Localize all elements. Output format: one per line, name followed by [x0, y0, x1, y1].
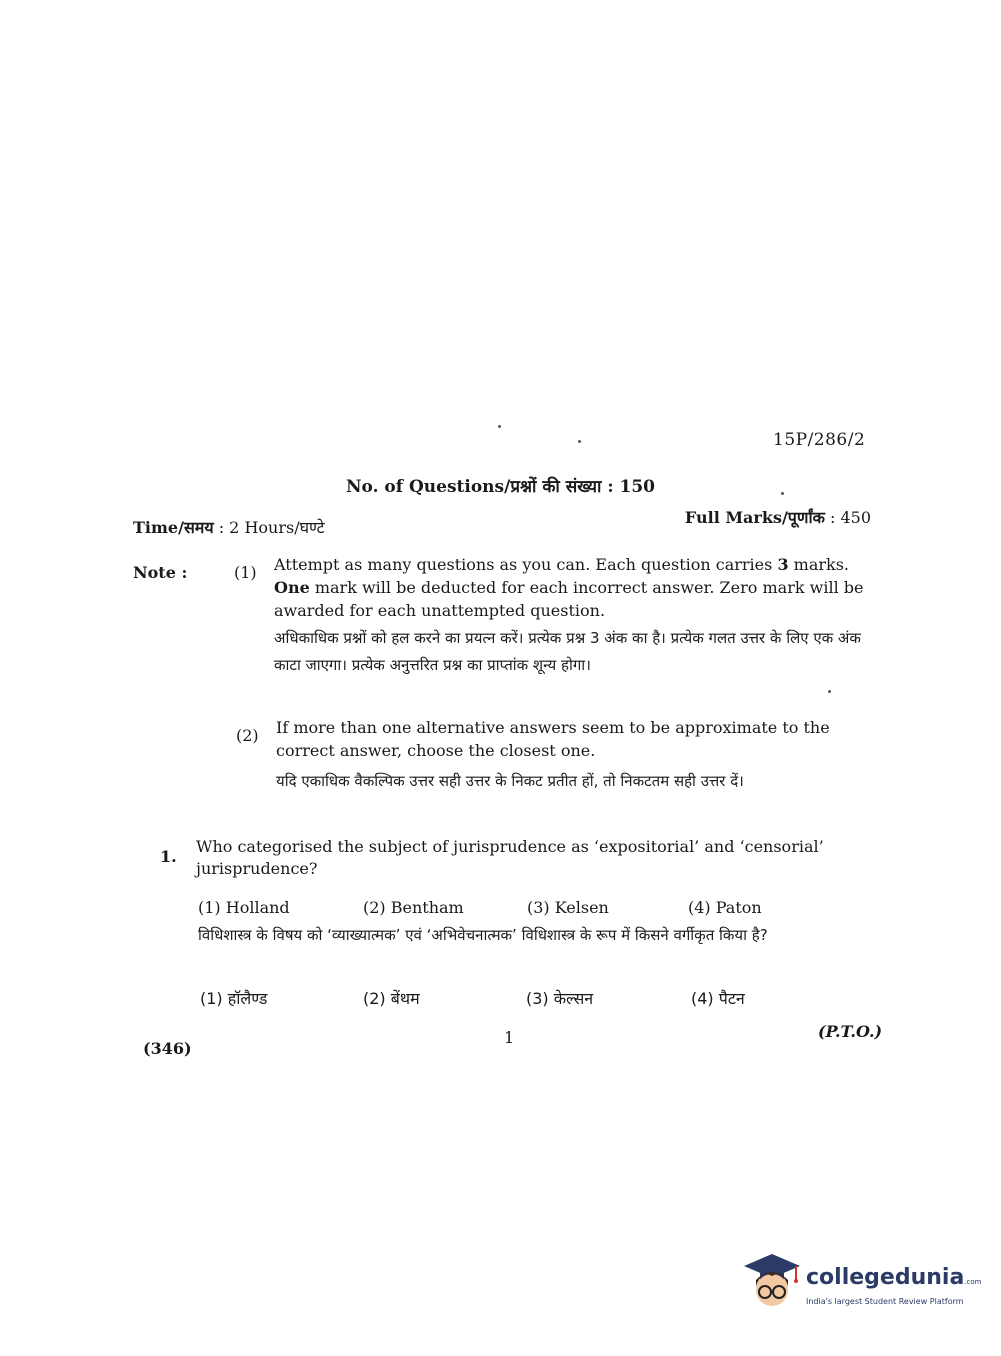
question-number: 1. [160, 847, 177, 866]
options-hindi [200, 985, 745, 1012]
scan-speck [498, 425, 501, 428]
note-item-number: (2) [236, 726, 259, 745]
watermark-tagline: India's largest Student Review Platform [806, 1297, 964, 1306]
time-label: Time/समय [133, 518, 214, 537]
option-2-hindi: (2) बेंथम [363, 989, 420, 1008]
footer-code: (346) [143, 1039, 192, 1058]
option-4: (4) Paton [688, 898, 762, 917]
note-item-1-english: Attempt as many questions as you can. Each question carries 3 marks. One mark will be deducted for each incorrect answer. Zero mark will be awarded for each unattempted question. [274, 555, 864, 620]
option-2: (2) Bentham [363, 898, 464, 917]
time-line [133, 516, 325, 538]
option-4-hindi: (4) पैटन [691, 989, 745, 1008]
option-3-hindi: (3) केल्सन [526, 989, 594, 1008]
scan-speck [578, 440, 581, 443]
note-item-2-english: If more than one alternative answers seem to be approximate to the correct answer, choose the closest one. [276, 718, 830, 760]
note-item-number: (1) [234, 563, 257, 582]
full-marks-label: Full Marks/पूर्णांक [684, 508, 825, 527]
questions-count-title: No. of Questions/प्रश्नों की संख्या : 150 [345, 477, 656, 497]
question-text-hindi: विधिशास्त्र के विषय को ‘व्याख्यात्मक’ एवं ‘अभिवेचनात्मक’ विधिशास्त्र के रूप में किसने वर्गीकृत किया है? [198, 926, 768, 944]
full-marks-value: : 450 [829, 508, 871, 527]
paper-code: 15P/286/2 [773, 430, 866, 450]
watermark-brand: collegedunia.com [806, 1265, 982, 1290]
collegedunia-logo-icon [742, 1250, 802, 1312]
pto-label: (P.T.O.) [818, 1022, 883, 1041]
options-english [198, 898, 762, 917]
option-1: (1) Holland [198, 898, 290, 917]
note-label: Note : [133, 563, 188, 582]
question-text-english: Who categorised the subject of jurisprudence as ‘expositorial’ and ‘censorial’ jurisprudence? [196, 837, 824, 878]
page-number: 1 [504, 1028, 515, 1047]
option-3: (3) Kelsen [527, 898, 609, 917]
full-marks-line [685, 506, 871, 528]
option-1-hindi: (1) हॉलैण्ड [200, 989, 268, 1008]
note-item-2-hindi: यदि एकाधिक वैकल्पिक उत्तर सही उत्तर के निकट प्रतीत हों, तो निकटतम सही उत्तर दें। [276, 772, 744, 790]
scan-speck [828, 690, 831, 693]
note-item-1-hindi: अधिकाधिक प्रश्नों को हल करने का प्रयत्न करें। प्रत्येक प्रश्न 3 अंक का है। प्रत्येक गलत उत्तर के लिए एक अंक काटा जाएगा। प्रत्येक अनुत्तरित प्रश्न का प्राप्तांक शून्य होगा। [274, 629, 861, 674]
time-value: : 2 Hours/घण्टे [218, 518, 325, 537]
